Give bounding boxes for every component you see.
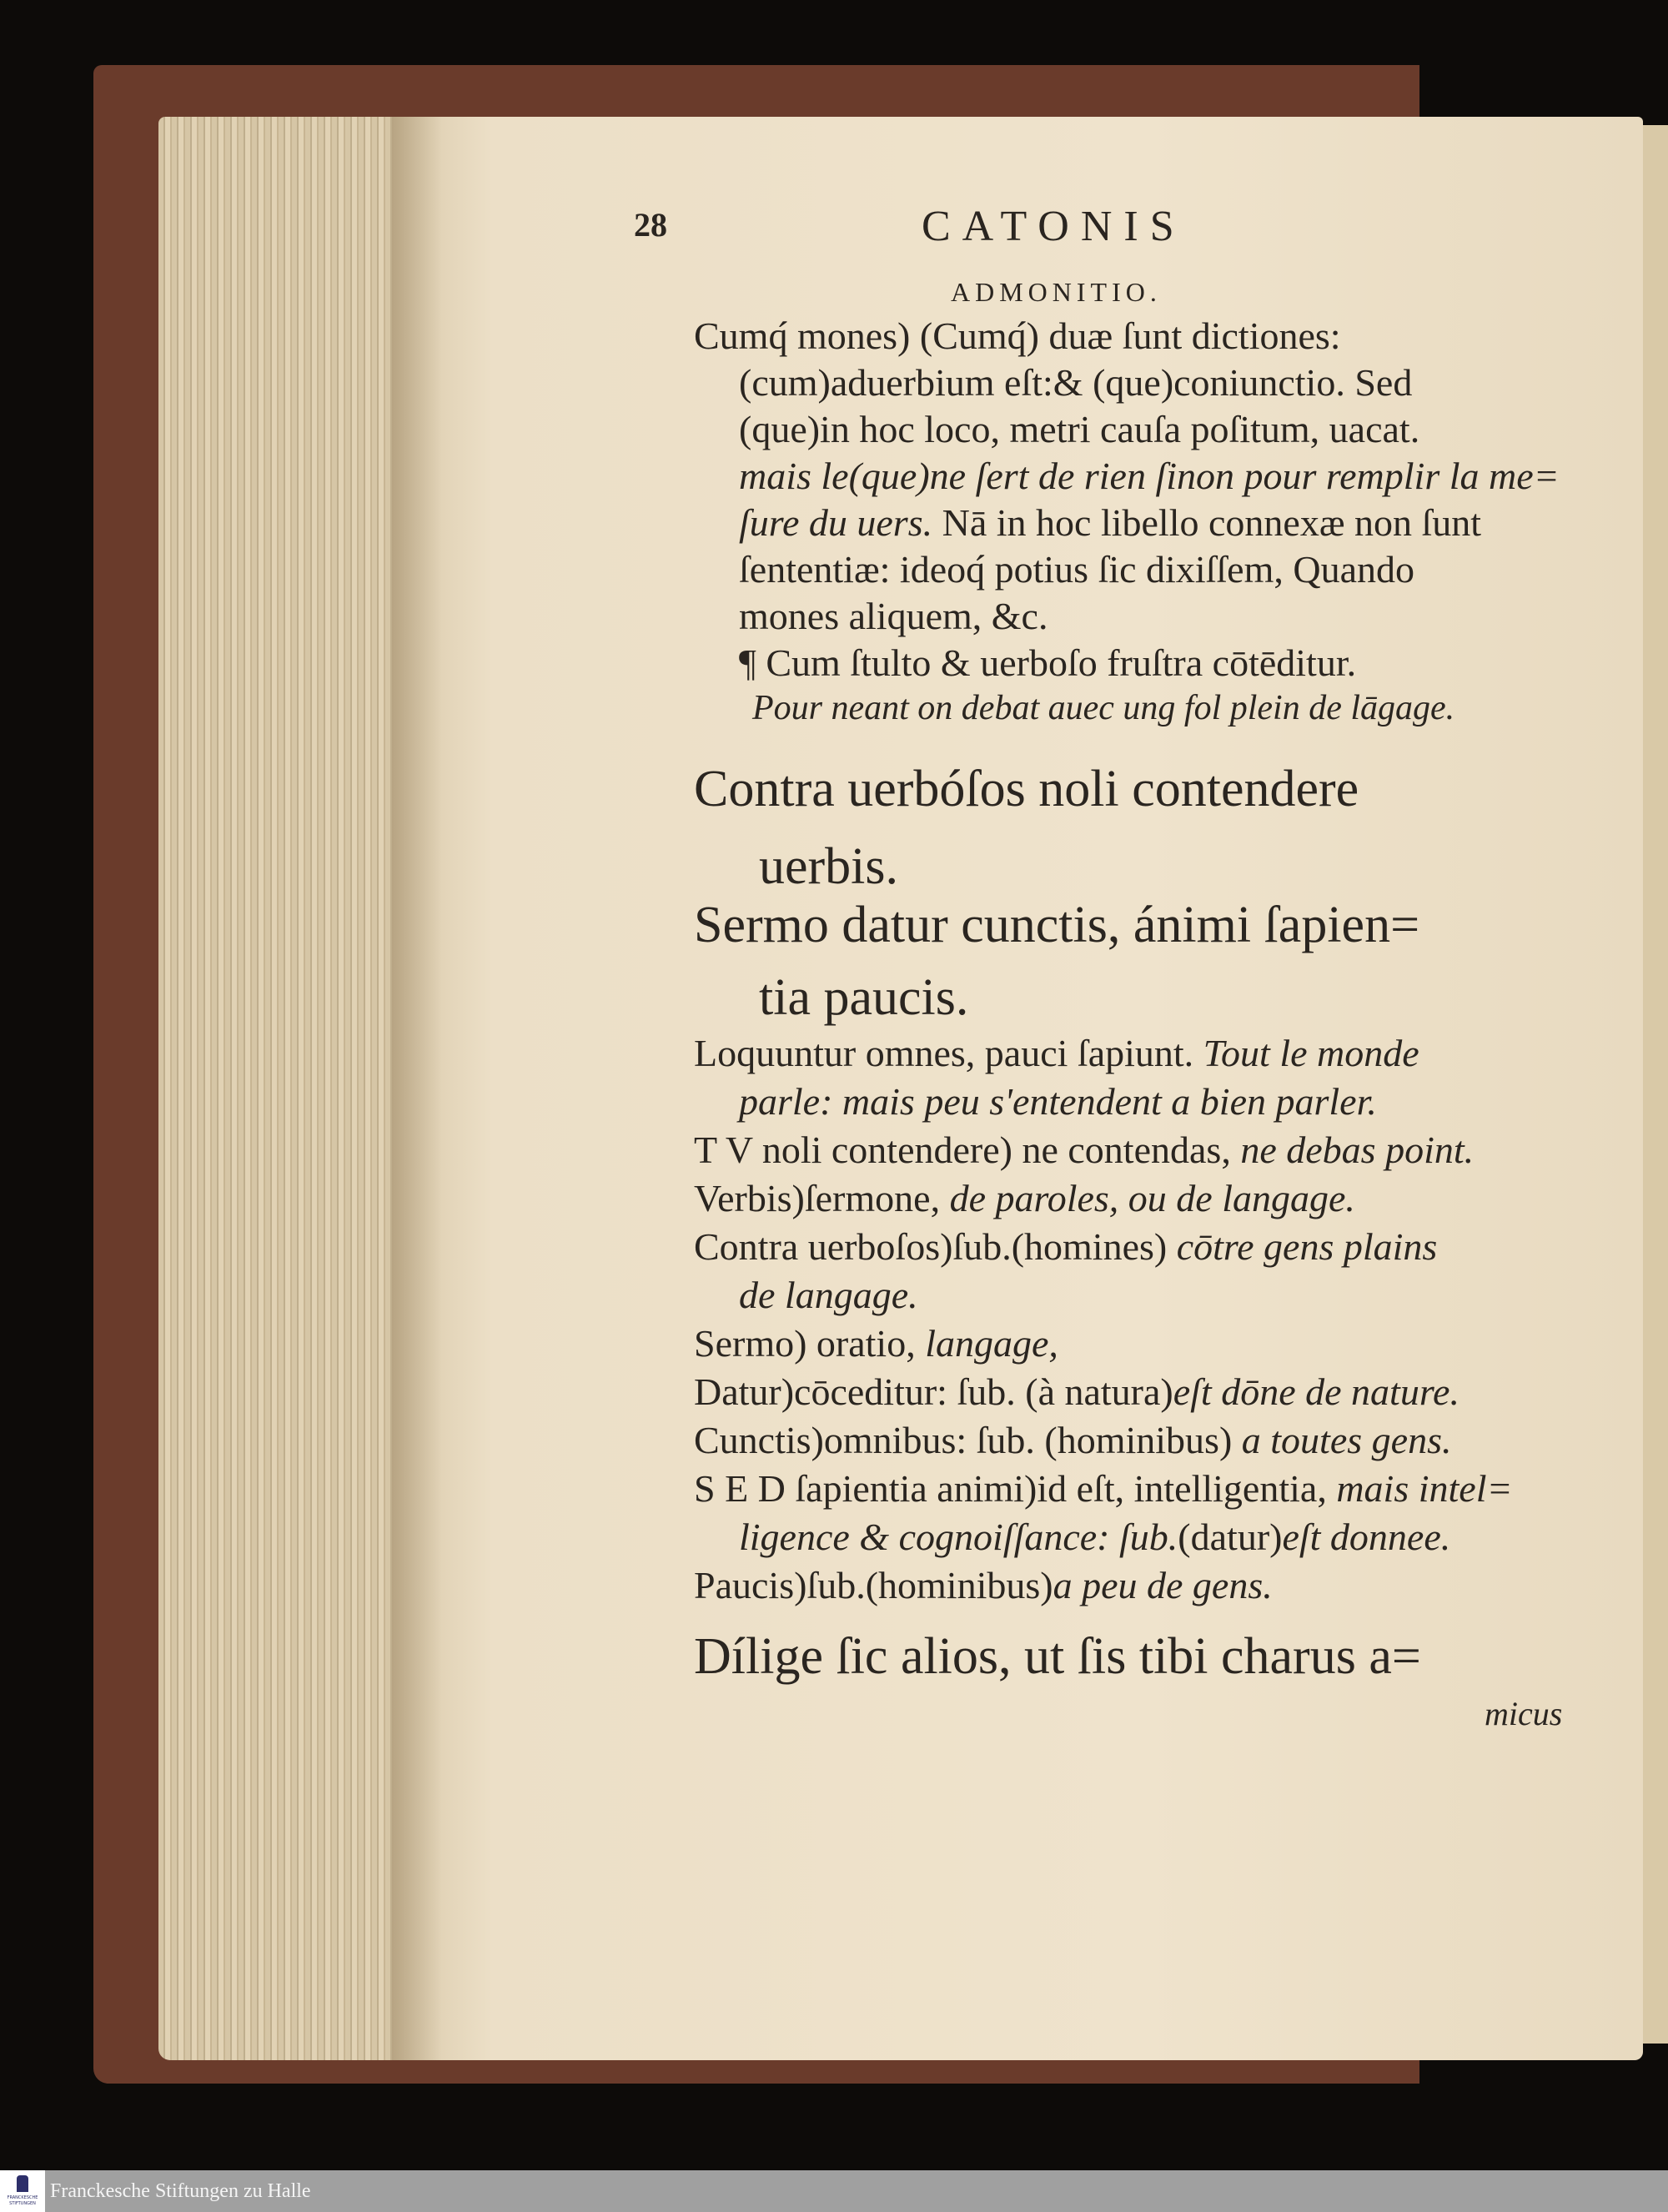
- institution-name: Franckesche Stiftungen zu Halle: [50, 2180, 311, 2202]
- note-line: [694, 1225, 1438, 1268]
- french-gloss: ſure du uers.: [739, 501, 933, 544]
- note-line: [694, 1179, 1355, 1218]
- logo-text: FRANCKESCHE STIFTUNGEN: [7, 2195, 38, 2206]
- note-line: [739, 1518, 1450, 1556]
- commentary-line: mones aliquem, &c.: [739, 595, 1048, 637]
- latin-text: Sermo) oratio,: [694, 1322, 926, 1365]
- french-gloss: eſt donnee.: [1282, 1516, 1451, 1558]
- note-line: [694, 1131, 1474, 1169]
- section-title: ADMONITIO.: [951, 277, 1162, 307]
- french-gloss: ne debas point.: [1240, 1129, 1475, 1171]
- verse-line: Dílige ſic alios, ut ſis tibi charus a=: [694, 1628, 1421, 1685]
- french-translation: Pour neant on debat auec ung fol plein de lāgage.: [752, 689, 1455, 727]
- verse-line: tia paucis.: [759, 969, 969, 1026]
- french-gloss: ligence & cognoiſſance: ſub.: [739, 1516, 1178, 1558]
- gutter-shadow: [392, 117, 442, 2060]
- commentary-line: ſententiæ: ideoq́ potius ſic dixiſſem, Quando: [739, 548, 1415, 591]
- french-gloss: cōtre gens plains: [1176, 1225, 1438, 1268]
- note-line: [694, 1322, 1058, 1365]
- french-gloss: mais intel=: [1336, 1467, 1513, 1510]
- page-number: 28: [634, 206, 667, 244]
- paragraph-line: ¶ Cum ſtulto & uerboſo fruſtra cōtēditur.: [739, 641, 1357, 684]
- latin-text: Verbis)ſermone,: [694, 1177, 950, 1219]
- commentary-line: (cum)aduerbium eſt:& (que)coniunctio. Sed: [739, 361, 1413, 404]
- french-gloss: langage,: [925, 1322, 1058, 1365]
- running-title: CATONIS: [922, 203, 1186, 250]
- latin-text: (datur): [1178, 1516, 1283, 1558]
- page-edges: [158, 117, 409, 2060]
- latin-text: Contra uerboſos)ſub.(homines): [694, 1225, 1177, 1268]
- footer-bar: [0, 2170, 1668, 2212]
- latin-text: T V noli contendere) ne contendas,: [694, 1129, 1241, 1171]
- latin-text: Cunctis)omnibus: ſub. (hominibus): [694, 1419, 1242, 1461]
- note-line: [694, 1566, 1273, 1605]
- note-line: [694, 1034, 1419, 1073]
- note-line: [694, 1467, 1513, 1510]
- french-gloss: eſt dōne de nature.: [1173, 1370, 1460, 1413]
- latin-text: Loquuntur omnes, pauci ſapiunt.: [694, 1032, 1203, 1074]
- french-gloss: Tout le monde: [1203, 1032, 1419, 1074]
- french-gloss: de paroles, ou de langage.: [949, 1177, 1355, 1219]
- latin-text: Nā in hoc libello connexæ non ſunt: [942, 501, 1482, 544]
- verse-line: Contra uerbóſos noli contendere: [694, 761, 1359, 817]
- verse-line: uerbis.: [759, 838, 899, 895]
- french-gloss: a peu de gens.: [1053, 1564, 1273, 1606]
- verse-line: Sermo datur cunctis, ánimi ſapien=: [694, 897, 1420, 953]
- note-line: [694, 1421, 1451, 1460]
- catchword: micus: [1485, 1695, 1563, 1732]
- institution-logo: [0, 2170, 45, 2212]
- commentary-line: Cumq́ mones) (Cumq́) duæ ſunt dictiones:: [694, 314, 1341, 357]
- commentary-line: [739, 501, 1482, 544]
- logo-icon: [17, 2175, 28, 2192]
- latin-text: Paucis)ſub.(hominibus): [694, 1564, 1053, 1606]
- note-line: [694, 1370, 1460, 1413]
- commentary-line: mais le(que)ne ſert de rien ſinon pour remplir la me=: [739, 455, 1560, 497]
- french-gloss: a toutes gens.: [1241, 1419, 1452, 1461]
- note-line: de langage.: [739, 1274, 918, 1316]
- commentary-line: (que)in hoc loco, metri cauſa poſitum, uacat.: [739, 408, 1420, 450]
- latin-text: Datur)cōceditur: ſub. (à natura): [694, 1370, 1173, 1413]
- note-line: parle: mais peu s'entendent a bien parler.: [739, 1080, 1377, 1123]
- facing-page-edge: [1641, 125, 1668, 2044]
- latin-text: S E D ſapientia animi)id eſt, intelligentia,: [694, 1467, 1337, 1510]
